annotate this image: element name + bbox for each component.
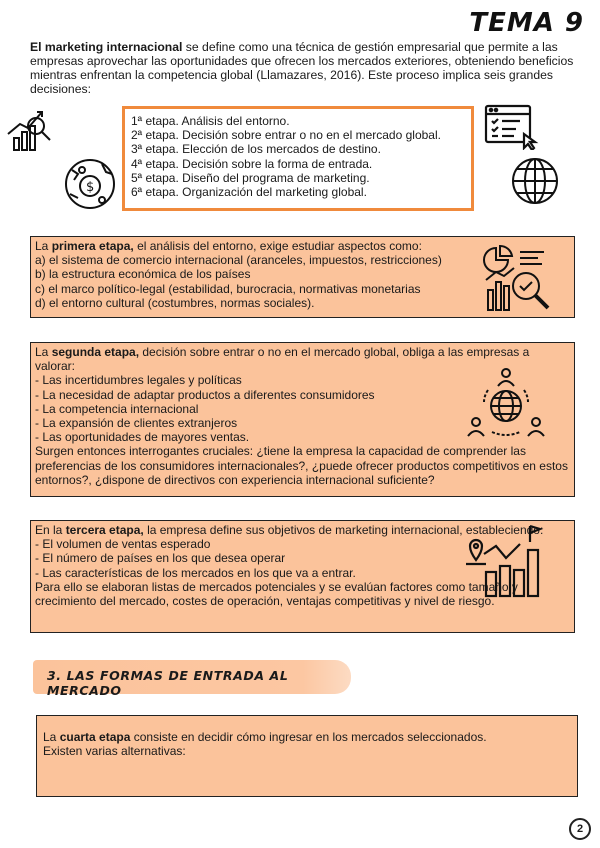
box3-pre: En la xyxy=(35,523,66,537)
box2-pre: La xyxy=(35,345,52,359)
stage-item: 5ª etapa. Diseño del programa de marketing. xyxy=(131,170,370,185)
list-item: - El número de países en los que desea operar xyxy=(35,551,286,566)
stage-item: 1ª etapa. Análisis del entorno. xyxy=(131,114,290,128)
fourth-stage-box xyxy=(36,715,578,797)
list-item: - Las incertidumbres legales y políticas xyxy=(35,373,242,388)
stages-list xyxy=(122,106,474,211)
intro-text: se define como una técnica de gestión empresarial que permite a las empresas aprovechar las oportunidades que ofrecen los mercados exteriores, obteniendo beneficios mientras enfrentan la competencia global (Llamazares, 2016). Este proceso implica seis grandes decisiones: xyxy=(30,40,574,96)
page-number: 2 xyxy=(569,818,591,840)
stage-item: 6ª etapa. Organización del marketing global. xyxy=(131,185,367,200)
box3-post: la empresa define sus objetivos de marketing internacional, estableciendo: xyxy=(143,523,544,537)
box2-bold: segunda etapa, xyxy=(51,345,140,359)
page-title: TEMA 9 xyxy=(469,8,584,38)
box2-post: decisión sobre entrar o no en el mercado global, obliga a las empresas a valorar: xyxy=(35,345,530,374)
second-stage-closing: Surgen entonces interrogantes cruciales: ¿tiene la empresa la capacidad de comprender las preferencias de los consumidores internacionales?, ¿puede ofrecer productos competitivos en estos entornos?, ¿dispone de directivos con experiencia internacional suficiente? xyxy=(35,444,568,487)
list-item: a) el sistema de comercio internacional (aranceles, impuestos, restricciones) xyxy=(35,253,442,268)
box4-pre: La xyxy=(43,730,60,744)
stage-item: 3ª etapa. Elección de los mercados de destino. xyxy=(131,142,381,157)
section-title: 3. LAS FORMAS DE ENTRADA AL MERCADO xyxy=(47,668,289,698)
box3-bold: tercera etapa, xyxy=(65,523,144,537)
charts-magnifier-icon xyxy=(482,244,554,314)
section-banner xyxy=(33,660,351,698)
list-item: - Las características de los mercados en los que va a entrar. xyxy=(35,565,356,580)
list-item: - El volumen de ventas esperado xyxy=(35,537,211,552)
stage-item: 4ª etapa. Decisión sobre la forma de entrada. xyxy=(131,156,373,171)
checklist-browser-icon xyxy=(484,104,540,150)
stage-item: 2ª etapa. Decisión sobre entrar o no en el mercado global. xyxy=(131,128,441,143)
list-item: c) el marco político-legal (estabilidad, burocracia, normativas monetarias xyxy=(35,281,421,296)
growth-bars-location-icon xyxy=(460,524,544,600)
global-money-icon xyxy=(62,156,118,212)
fourth-stage-line2: Existen varias alternativas: xyxy=(43,744,186,759)
globe-icon xyxy=(510,156,560,206)
svg-text:$: $ xyxy=(86,180,95,195)
analytics-growth-icon xyxy=(6,104,58,154)
box4-post: consiste en decidir cómo ingresar en los mercados seleccionados. xyxy=(130,730,487,744)
fourth-stage-heading xyxy=(43,730,573,744)
list-item: d) el entorno cultural (costumbres, normas sociales). xyxy=(35,295,315,310)
list-item: - La necesidad de adaptar productos a diferentes consumidores xyxy=(35,387,375,402)
box4-bold: cuarta etapa xyxy=(59,730,131,744)
global-network-people-icon xyxy=(466,366,546,442)
box1-post: el análisis del entorno, exige estudiar aspectos como: xyxy=(133,239,422,253)
list-item: - La competencia internacional xyxy=(35,401,199,416)
list-item: - La expansión de clientes extranjeros xyxy=(35,416,238,431)
box1-pre: La xyxy=(35,239,52,253)
box1-bold: primera etapa, xyxy=(51,239,134,253)
list-item: - Las oportunidades de mayores ventas. xyxy=(35,430,250,445)
third-stage-closing: Para ello se elaboran listas de mercados potenciales y se evalúan factores como tamaño y crecimiento del mercado, costes de operación, ventajas competitivas y nivel de riesgo. xyxy=(35,579,518,609)
intro-paragraph xyxy=(30,40,575,96)
list-item: b) la estructura económica de los países xyxy=(35,267,251,282)
intro-bold: El marketing internacional xyxy=(30,40,183,54)
